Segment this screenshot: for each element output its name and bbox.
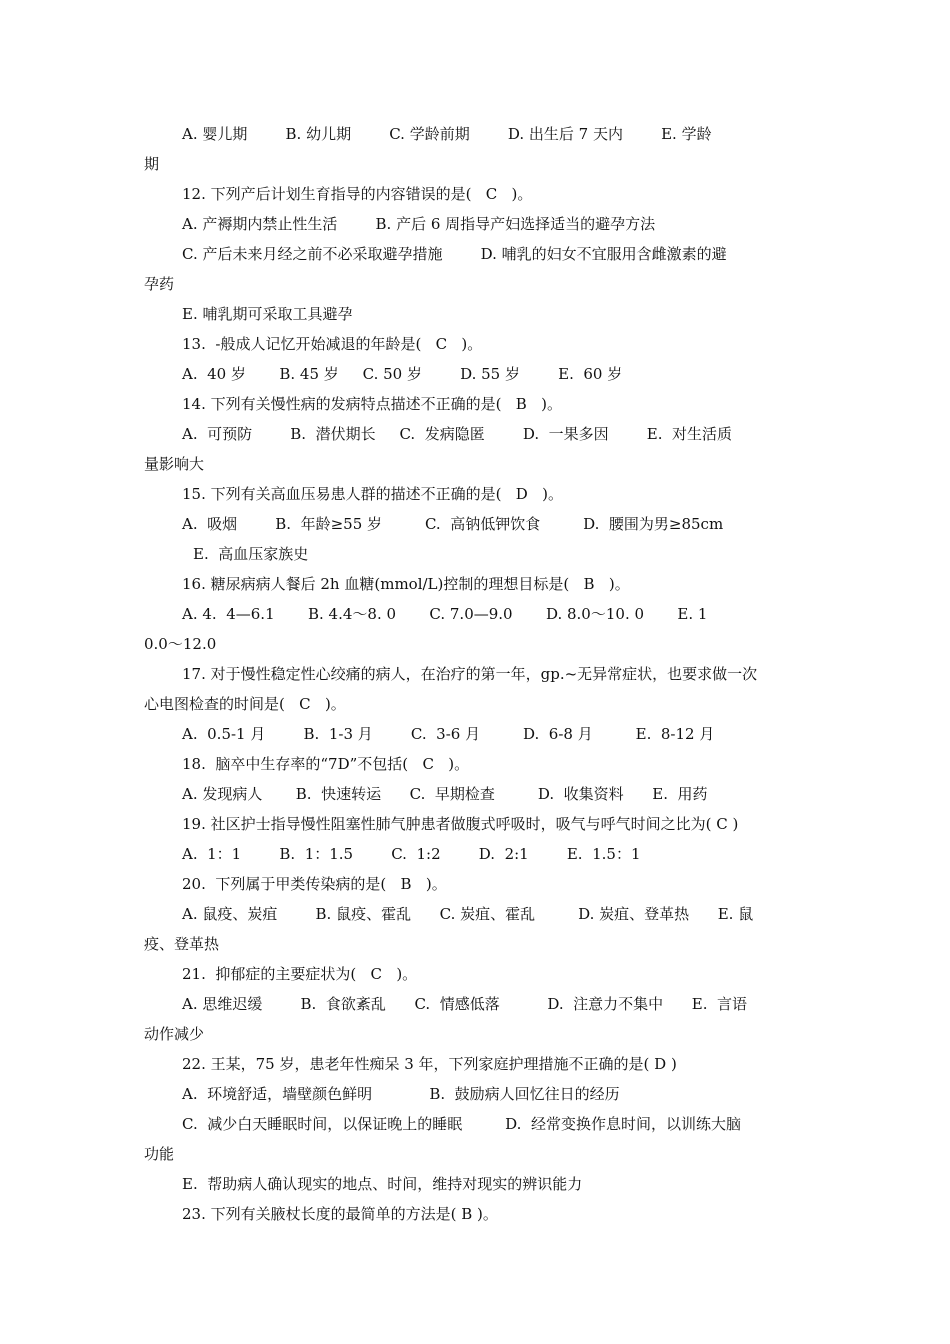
question-15: 15. 下列有关高血压易患人群的描述不正确的是( D )。	[182, 485, 563, 503]
question-16: 16. 糖尿病病人餐后 2h 血糖(mmol/L)控制的理想目标是( B )。	[182, 575, 630, 593]
continuation-line: 量影响大	[144, 455, 205, 473]
option-line: A. 思维迟缓 B. 食欲紊乱 C. 情感低落 D. 注意力不集中 E. 言语	[182, 995, 748, 1013]
option-line: A. 环境舒适，墙壁颜色鲜明 B. 鼓励病人回忆往日的经历	[182, 1085, 620, 1103]
option-line: E. 哺乳期可采取工具避孕	[182, 305, 353, 323]
question-20: 20. 下列属于甲类传染病的是( B )。	[182, 875, 447, 893]
continuation-line: 0.0～12.0	[144, 635, 217, 653]
option-line: A. 40 岁 B. 45 岁 C. 50 岁 D. 55 岁 E. 60 岁	[182, 365, 623, 383]
option-line: A. 吸烟 B. 年龄≥55 岁 C. 高钠低钾饮食 D. 腰围为男≥85cm	[182, 515, 724, 533]
continuation-line: 期	[144, 155, 160, 173]
option-line: A. 产褥期内禁止性生活 B. 产后 6 周指导产妇选择适当的避孕方法	[182, 215, 656, 233]
question-19: 19. 社区护士指导慢性阻塞性肺气肿患者做腹式呼吸时，吸气与呼气时间之比为( C )	[182, 815, 739, 833]
question-14: 14. 下列有关慢性病的发病特点描述不正确的是( B )。	[182, 395, 562, 413]
continuation-line: 功能	[144, 1145, 175, 1163]
question-17: 17. 对于慢性稳定性心绞痛的病人，在治疗的第一年，gp.~无异常症状，也要求做一次	[182, 665, 758, 683]
option-line: A. 发现病人 B. 快速转运 C. 早期检查 D. 收集资料 E. 用药	[182, 785, 708, 803]
question-18: 18. 脑卒中生存率的“7D”不包括( C )。	[182, 755, 470, 773]
question-23: 23. 下列有关腋杖长度的最简单的方法是( B )。	[182, 1205, 498, 1223]
option-line: A. 1：1 B. 1：1.5 C. 1:2 D. 2:1 E. 1.5：1	[182, 845, 641, 863]
option-line: A. 可预防 B. 潜伏期长 C. 发病隐匿 D. 一果多因 E. 对生活质	[182, 425, 733, 443]
question-21: 21. 抑郁症的主要症状为( C )。	[182, 965, 418, 983]
option-line: E. 高血压家族史	[193, 545, 309, 563]
option-line: A. 鼠疫、炭疽 B. 鼠疫、霍乱 C. 炭疽、霍乱 D. 炭疽、登革热 E. 鼠	[182, 905, 754, 923]
option-line: A. 婴儿期 B. 幼儿期 C. 学龄前期 D. 出生后 7 天内 E. 学龄	[182, 125, 712, 143]
option-line: C. 减少白天睡眠时间，以保证晚上的睡眠 D. 经常变换作息时间，以训练大脑	[182, 1115, 741, 1133]
question-13: 13. -般成人记忆开始减退的年龄是( C )。	[182, 335, 483, 353]
continuation-line: 疫、登革热	[144, 935, 220, 953]
question-12: 12. 下列产后计划生育指导的内容错误的是( C )。	[182, 185, 533, 203]
question-22: 22. 王某，75 岁，患老年性痴呆 3 年，下列家庭护理措施不正确的是( D )	[182, 1055, 677, 1073]
option-line: E. 帮助病人确认现实的地点、时间，维持对现实的辨识能力	[182, 1175, 583, 1193]
option-line: C. 产后未来月经之前不必采取避孕措施 D. 哺乳的妇女不宜服用含雌激素的避	[182, 245, 727, 263]
continuation-line: 孕药	[144, 275, 175, 293]
option-line: A. 4. 4—6.1 B. 4.4～8. 0 C. 7.0—9.0 D. 8.0～10. 0 E. 1	[182, 605, 708, 623]
option-line: A. 0.5-1 月 B. 1-3 月 C. 3-6 月 D. 6-8 月 E. 8-12 月	[182, 725, 715, 743]
continuation-line: 心电图检查的时间是( C )。	[144, 695, 346, 713]
continuation-line: 动作减少	[144, 1025, 205, 1043]
